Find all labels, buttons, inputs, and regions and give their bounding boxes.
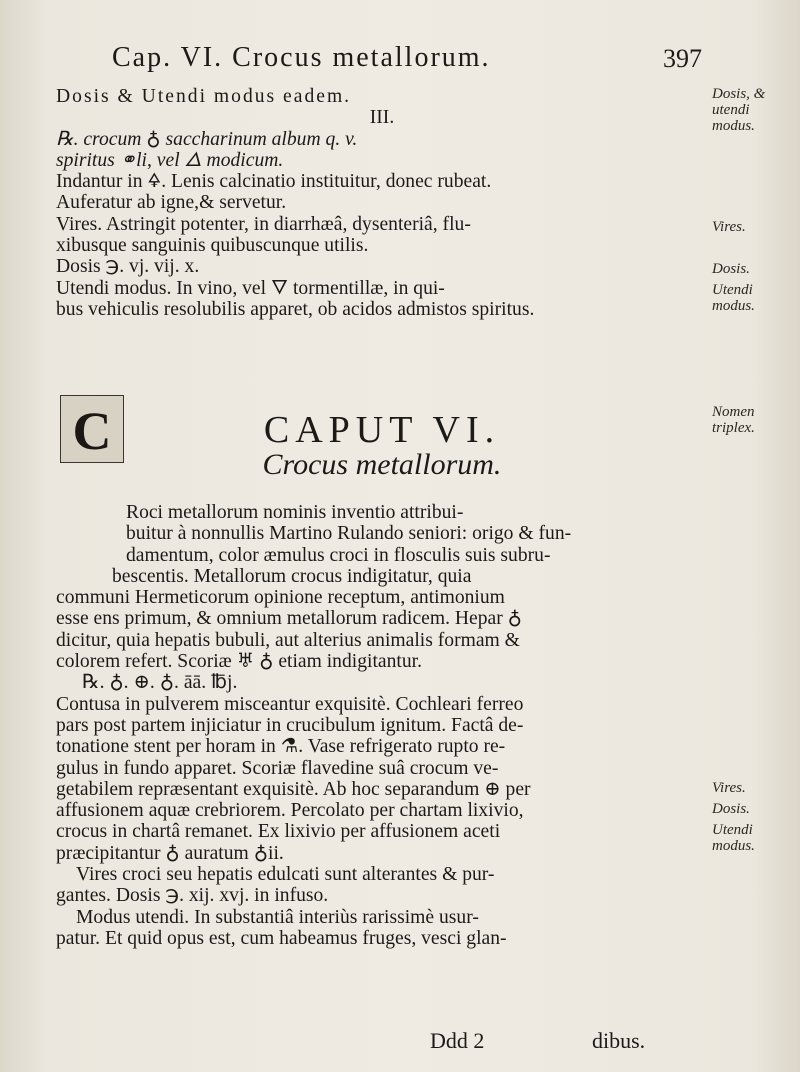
text-line: Indantur in 🜍. Lenis calcinatio instituitur, donec rubeat. [56, 171, 492, 193]
main-text [56, 86, 708, 949]
text-line: bus vehiculis resolubilis apparet, ob acidos admistos spiritus. [56, 298, 535, 320]
margin-note: Vires. [712, 219, 746, 235]
section-heading: Dosis & Utendi modus eadem. [56, 86, 352, 107]
text-line: præcipitantur ♁ auratum ♁ii. [56, 842, 284, 864]
text-line: patur. Et quid opus est, cum habeamus fruges, vesci glan- [56, 927, 507, 949]
text-line: Vires. Astringit potenter, in diarrhæâ, dysenteriâ, flu- [56, 213, 471, 235]
chapter-subtitle: Crocus metallorum. [262, 448, 502, 481]
running-head [112, 42, 702, 82]
text-line: crocus in chartâ remanet. Ex lixivio per affusionem aceti [56, 821, 501, 843]
text-line: gulus in fundo apparet. Scoriæ flavedine suâ crocum ve- [56, 757, 499, 779]
text-line: affusionem aquæ crebriorem. Percolato per chartam lixivio, [56, 800, 524, 822]
recipe-line: ℞. crocum ♁ saccharinum album q. v. [56, 128, 358, 150]
catchword: dibus. [592, 1028, 646, 1053]
recipe-line: ℞. ♁. ⊕. ♁. āā. ℔j. [82, 672, 238, 694]
text-line: buitur à nonnullis Martino Rulando seniori: origo & fun- [126, 523, 572, 545]
text-line: bescentis. Metallorum crocus indigitatur, quia [112, 565, 472, 587]
text-line: esse ens primum, & omnium metallorum radicem. Hepar ♁ [56, 608, 522, 630]
text-line: gantes. Dosis ℈. xij. xvj. in infuso. [56, 885, 329, 907]
text-line: getabilem repræsentant exquisitè. Ab hoc separandum ⊕ per [56, 778, 531, 800]
chapter-body [56, 502, 708, 949]
running-head-title: Cap. VI. Crocus metallorum. [112, 42, 491, 73]
decorated-initial [60, 395, 124, 463]
text-line: tonatione stent per horam in ⚗. Vase refrigerato rupto re- [56, 736, 506, 758]
text-line: Contusa in pulverem misceantur exquisitè. Cochleari ferreo [56, 693, 524, 715]
text-line: damentum, color æmulus croci in flosculis suis subru- [126, 544, 551, 566]
page-number: 397 [663, 44, 702, 73]
margin-note: Dosis. [712, 801, 750, 817]
text-line: Modus utendi. In substantiâ interiùs rarissimè usur- [76, 906, 479, 928]
text-line: Vires croci seu hepatis edulcati sunt alterantes & pur- [76, 864, 495, 886]
margin-note: Utendi modus. [712, 282, 755, 314]
text-line: colorem refert. Scoriæ ♅ ♁ etiam indigitantur. [56, 651, 422, 673]
margin-note: Utendi modus. [712, 822, 755, 854]
text-line: xibusque sanguinis quibuscunque utilis. [56, 235, 369, 257]
section-number: III. [369, 107, 395, 129]
margin-note: Dosis. [712, 261, 750, 277]
text-line: dicitur, quia hepatis bubuli, aut alterius animalis formam & [56, 629, 520, 651]
text-line: communi Hermeticorum opinione receptum, antimonium [56, 587, 505, 609]
recipe-line: spiritus ⚭li, vel 🜂 modicum. [56, 149, 284, 171]
text-line: Utendi modus. In vino, vel 🜄 tormentillæ, in qui- [56, 277, 445, 299]
text-line: Dosis ℈. vj. vij. x. [56, 256, 200, 278]
margin-note: Nomen triplex. [712, 404, 755, 436]
signature-mark: Ddd 2 [430, 1028, 485, 1053]
initial-letter: C [72, 401, 112, 461]
text-line: Roci metallorum nominis inventio attribui- [126, 502, 464, 523]
margin-note: Vires. [712, 780, 746, 796]
chapter-heading: CAPUT VI. [263, 409, 501, 451]
text-line: Auferatur ab igne,& servetur. [56, 192, 287, 214]
text-line: pars post partem injiciatur in crucibulum ignitum. Factâ de- [56, 714, 524, 736]
margin-note: Dosis, & utendi modus. [712, 86, 766, 134]
